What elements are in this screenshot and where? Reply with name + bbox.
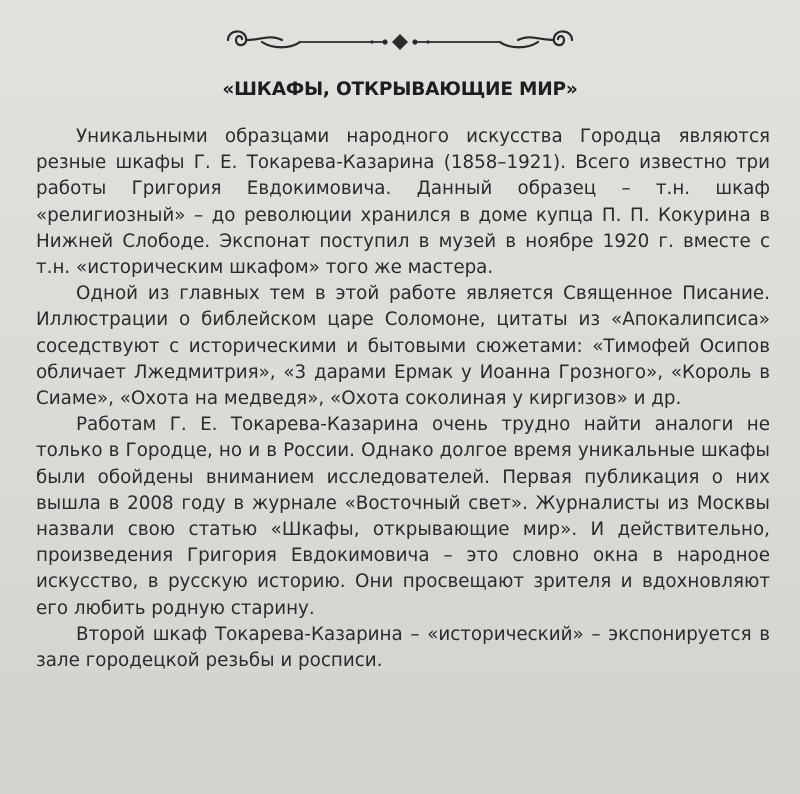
paragraph: Второй шкаф Токарева-Казарина – «исторический» – экспонируется в зале городецкой резьбы и росписи. bbox=[36, 623, 770, 672]
article-body bbox=[36, 124, 770, 674]
decorative-flourish-icon bbox=[222, 22, 578, 60]
article-title: «ШКАФЫ, ОТКРЫВАЮЩИЕ МИР» bbox=[222, 79, 578, 100]
paragraph: Уникальными образцами народного искусства Городца являются резные шкафы Г. Е. Токарева-Казарина (1858–1921). Всего известно три работы Григория Евдокимовича. Данный образец – т.н. шкаф «религиозный» – до революции хранился в доме купца П. П. Кокурина в Нижней Слободе. Экспонат поступил в музей в ноябре 1920 г. вместе с т.н. «историческим шкафом» того же мастера. bbox=[36, 126, 770, 279]
paragraph: Работам Г. Е. Токарева-Казарина очень трудно найти аналоги не только в Городце, но и в России. Однако долгое время уникальные шкафы были обойдены вниманием исследователей. Первая публикация о них вышла в 2008 году в журнале «Восточный свет». Журналисты из Москвы назвали свою статью «Шкафы, открывающие мир». И действительно, произведения Григория Евдокимовича – это словно окна в народное искусство, в русскую историю. Они просвещают зрителя и вдохновляют его любить родную старину. bbox=[36, 414, 770, 619]
paragraph: Одной из главных тем в этой работе является Священное Писание. Иллюстрации о библейском царе Соломоне, цитаты из «Апокалипсиса» соседствуют с историческими и бытовыми сюжетами: «Тимофей Осипов обличает Лжедмитрия», «3 дарами Ермак у Иоанна Грозного», «Король в Сиаме», «Охота на медведя», «Охота соколиная у киргизов» и др. bbox=[36, 283, 770, 410]
